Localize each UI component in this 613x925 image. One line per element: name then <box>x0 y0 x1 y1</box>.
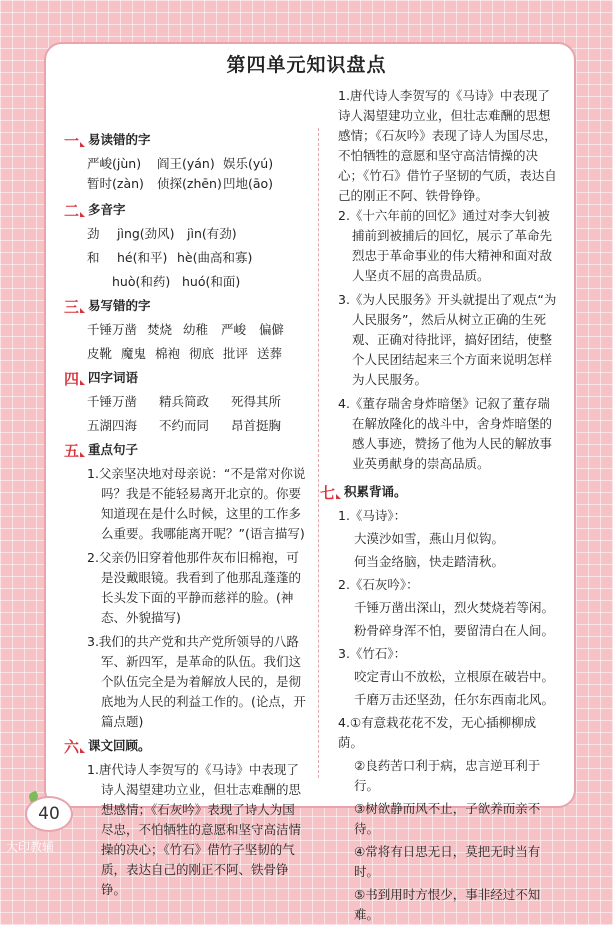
triangle-icon <box>80 380 85 385</box>
review-item: 1.唐代诗人李贺写的《马诗》中表现了诗人渴望建功立业，但壮志难酬的思想感情；《石灰吟》表现了诗人为国尽忠，不怕牺牲的意愿和坚守高洁情操的决心；《竹石》借竹子坚韧的气质，表达自己的刚正不阿、铁骨铮铮。 <box>87 762 302 897</box>
reading: huó(和面) <box>182 274 241 289</box>
word: 送葬 <box>257 346 283 361</box>
section-number: 二 <box>64 202 80 220</box>
triangle-icon <box>80 748 85 753</box>
word: 精兵简政 <box>159 394 210 409</box>
word-row <box>64 344 306 364</box>
section-title: 易写错的字 <box>88 298 151 313</box>
word: 暂时(zàn) <box>87 176 144 191</box>
column-divider <box>318 128 319 778</box>
reading: jìng(劲风) <box>117 226 175 241</box>
reading: hè(曲高和寡) <box>177 250 253 265</box>
review-item-start <box>64 760 306 897</box>
word-row <box>64 320 306 340</box>
word: 侦探(zhēn) <box>157 176 222 191</box>
review-item: 3.《为人民服务》开头就提出了观点“为人民服务”，然后从树立正确的生死观、正确对待批评，搞好团结，使整个人民团结起来三个方面来说明怎样为人民服务。 <box>338 292 557 387</box>
sentence-item: 2.父亲仍旧穿着他那件灰布旧棉袍，可是没戴眼镜。我看到了他那乱蓬蓬的长头发下面的平静而慈祥的脸。(神态、外貌描写) <box>87 550 302 625</box>
section-title: 多音字 <box>88 202 126 217</box>
word: 千锤万凿 <box>87 322 138 337</box>
poem-title: 3.《竹石》： <box>338 646 407 661</box>
triangle-icon <box>80 452 85 457</box>
proverb: ②良药苦口利于病，忠言逆耳利于行。 <box>354 758 541 793</box>
right-column <box>320 88 558 925</box>
word: 凹地(āo) <box>223 176 274 191</box>
section-number: 四 <box>64 370 80 388</box>
reading: hé(和平) <box>117 250 168 265</box>
poem <box>338 644 558 710</box>
word: 千锤万凿 <box>87 394 138 409</box>
reading: jìn(有劲) <box>187 226 237 241</box>
section-number: 六 <box>64 738 80 756</box>
page-title: 第四单元知识盘点 <box>226 54 387 76</box>
polyphone-row <box>64 248 306 268</box>
section-header <box>64 368 306 388</box>
word: 焚烧 <box>147 322 173 337</box>
section-header <box>64 200 306 220</box>
poem-line: 千磨万击还坚劲，任尔东西南北风。 <box>354 692 555 707</box>
section-number: 三 <box>64 298 80 316</box>
review-item: 1.唐代诗人李贺写的《马诗》中表现了诗人渴望建功立业，但壮志难酬的思想感情；《石灰吟》表现了诗人为国尽忠，不怕牺牲的意愿和坚守高洁情操的决心；《竹石》借竹子坚韧的气质，表达自己的刚正不阿、铁骨铮铮。 <box>338 88 557 203</box>
word: 昂首挺胸 <box>231 418 282 433</box>
word: 不约而同 <box>159 418 210 433</box>
section-title: 积累背诵。 <box>344 484 407 499</box>
word: 偏僻 <box>259 322 285 337</box>
sentence-item: 3.我们的共产党和共产党所领导的八路军、新四军，是革命的队伍。我们这个队伍完全是为着解放人民的，是彻底地为人民的利益工作的。(论点，开篇点题) <box>87 634 306 729</box>
word: 五湖四海 <box>87 418 138 433</box>
poem-line: 千锤万凿出深山，烈火焚烧若等闲。 <box>354 600 555 615</box>
word: 严峻(jùn) <box>87 156 142 171</box>
proverb: ⑤书到用时方恨少，事非经过不知难。 <box>354 887 541 922</box>
poem-line: 何当金络脑，快走踏清秋。 <box>354 554 505 569</box>
proverb: ④常将有日思无日，莫把无时当有时。 <box>354 844 541 879</box>
section-title: 重点句子 <box>88 442 139 457</box>
word-row <box>64 174 306 194</box>
word-row <box>64 154 306 174</box>
proverb: ③树欲静而风不止，子欲养而亲不待。 <box>354 801 541 836</box>
poem-title: 1.《马诗》： <box>338 508 407 523</box>
section-header <box>64 736 306 756</box>
section-header <box>320 482 558 502</box>
poem-line: 大漠沙如雪，燕山月似钩。 <box>354 531 505 546</box>
triangle-icon <box>336 494 341 499</box>
triangle-icon <box>80 212 85 217</box>
section-title: 四字词语 <box>88 370 139 385</box>
section-header <box>64 130 306 150</box>
word: 魔鬼 <box>121 346 147 361</box>
section-title: 课文回顾。 <box>88 738 151 753</box>
word: 彻底 <box>189 346 215 361</box>
poem <box>338 506 558 572</box>
section-number: 七 <box>320 484 336 502</box>
triangle-icon <box>80 142 85 147</box>
character: 和 <box>87 250 100 265</box>
section-header <box>64 440 306 460</box>
sentence-list <box>64 464 306 732</box>
section-title: 易读错的字 <box>88 132 151 147</box>
word: 严峻 <box>221 322 247 337</box>
word: 阎王(yán) <box>157 156 215 171</box>
poem-line: 咬定青山不放松，立根原在破岩中。 <box>354 669 555 684</box>
page-number-text: 40 <box>38 804 60 824</box>
word: 娱乐(yú) <box>223 156 274 171</box>
word: 幼稚 <box>183 322 209 337</box>
character: 劲 <box>87 226 100 241</box>
watermark: 大印教辅 <box>6 840 55 854</box>
poem <box>338 575 558 641</box>
word: 死得其所 <box>231 394 282 409</box>
poem-line: 粉骨碎身浑不怕，要留清白在人间。 <box>354 623 555 638</box>
reading: huò(和药) <box>112 274 171 289</box>
proverb-list <box>338 713 558 925</box>
review-item-continued <box>338 88 558 206</box>
triangle-icon <box>80 308 85 313</box>
word-row <box>64 392 306 412</box>
sentence-item: 1.父亲坚决地对母亲说：“不是常对你说吗？我是不能轻易离开北京的。你要知道现在是什么时候，这里的工作多么重要。我哪能离开呢？”(语言描写) <box>87 466 306 541</box>
left-column <box>64 128 306 897</box>
word: 皮靴 <box>87 346 113 361</box>
review-item: 2.《十六年前的回忆》通过对李大钊被捕前到被捕后的回忆，展示了革命先烈忠于革命事业的伟大精神和面对敌人坚贞不屈的高贵品质。 <box>338 208 553 283</box>
word: 批评 <box>223 346 249 361</box>
polyphone-row <box>64 272 306 292</box>
word: 棉袍 <box>155 346 181 361</box>
proverb: 4.①有意栽花花不发，无心插柳柳成荫。 <box>338 715 537 750</box>
section-number: 一 <box>64 132 80 150</box>
section-number: 五 <box>64 442 80 460</box>
word-row <box>64 416 306 436</box>
polyphone-row <box>64 224 306 244</box>
poem-title: 2.《石灰吟》： <box>338 577 419 592</box>
section-header <box>64 296 306 316</box>
review-item: 4.《董存瑞舍身炸暗堡》记叙了董存瑞在解放隆化的战斗中，舍身炸暗堡的感人事迹，赞扬了他为人民的解放事业英勇献身的崇高品质。 <box>338 396 553 471</box>
